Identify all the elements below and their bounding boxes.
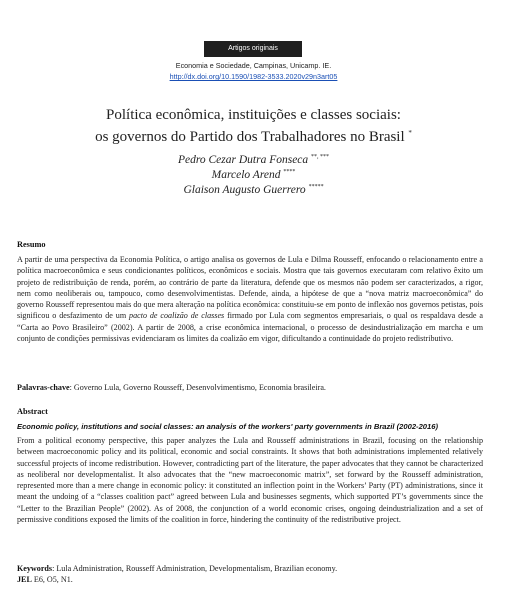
- article-type-badge: Artigos originais: [204, 41, 302, 57]
- author-1-name: Pedro Cezar Dutra Fonseca: [177, 153, 309, 166]
- author-2-name: Marcelo Arend: [211, 168, 281, 181]
- title-line-2: [0, 124, 507, 146]
- author-1-marker[interactable]: **, ***: [311, 154, 330, 160]
- keywords-values: : Lula Administration, Rousseff Administration, Developmentalism, Brazilian economy.: [52, 564, 338, 573]
- jel-codes: [17, 574, 483, 585]
- palavras-chave-values: : Governo Lula, Governo Rousseff, Desenvolvimentismo, Economia brasileira.: [69, 383, 326, 392]
- article-title: [0, 106, 507, 146]
- resumo-paragraph: [17, 254, 483, 344]
- resumo-italic-phrase: pacto de coalizão de classes: [129, 311, 225, 321]
- palavras-chave: [17, 382, 483, 393]
- jel-label: JEL: [17, 575, 32, 584]
- jel-values: E6, O5, N1.: [31, 575, 73, 584]
- author-3-name: Glaison Augusto Guerrero: [183, 183, 306, 196]
- palavras-chave-label: Palavras-chave: [17, 383, 70, 392]
- resumo-text-end: firmado por Lula com segmentos empresariais, o qual os respaldava desde a “Carta ao Povo Brasileiro” (2002). A partir de 2008, a crise econômica internacional, o processo de desindustrialização em marcha e um conjunto de condições permissivas evidenciaram os limites da coalizão em vigor, dificultando a continuidade do projeto redistributivo.: [17, 311, 483, 344]
- author-3: [0, 180, 507, 197]
- resumo-heading: Resumo: [17, 240, 46, 249]
- doi-link[interactable]: http://dx.doi.org/10.1590/1982-3533.2020v29n3art05: [169, 72, 338, 81]
- abstract-paragraph: From a political economy perspective, this paper analyzes the Lula and Rousseff administrations in Brazil, focusing on the relationship between macroeconomic policy and its political, economic and social constraints. It shows that both administrations implemented relatively successful projects of income redistribution. However, contradicting part of the literature, the paper advocates that they cannot be characterized as neoliberal nor developmentalist. It also advocates that the “new macroeconomic matrix”, set forward by the Rousseff administration, represented more than a mere change in economic policy: it constituted an inflection point in the Workers’ Party (PT) administrations, since it meant the undoing of a “classes coalition pact” agreed between Lula and businesses segments, which supported PT’s governments since the “Letter to the Brazilian People” (2002). As of 2008, the conjunction of a world economic crises, ongoing deindustrialization and a set of permissive conditions exposed the limits of the coalition in force, hindering the continuity of the redistributive project.: [17, 436, 483, 525]
- title-footnote-marker[interactable]: *: [408, 129, 412, 137]
- keywords: [17, 563, 483, 574]
- title-line-1: Política econômica, instituições e classes sociais:: [106, 107, 401, 123]
- resumo-text-start: A partir de uma perspectiva da Economia Política, o artigo analisa os governos de Lula e Dilma Rousseff, enfocando o relacionamento entre a política macroeconômica e seus condicionantes políticos, econômicos e sociais. Mostra que tais governos executaram com relativo êxito um projeto de redistribuição de renda, porém, ao contrário de parte da literatura, defende que os mesmos não podem ser caracterizados, a rigor, nem como neoliberais ou, tampouco, como desenvolvimentistas. Defende, ainda, a hipótese de que a “nova matriz macroeconômica” do governo Rousseff representou mais do que mera alteração na política econômica: constituiu-se em ponto de inflexão nos governos petistas, pois significou o desfazimento de um: [17, 255, 483, 321]
- keywords-label: Keywords: [17, 564, 53, 573]
- abstract-heading: Abstract: [17, 407, 48, 416]
- author-2-marker[interactable]: ****: [283, 169, 296, 175]
- journal-citation: Economia e Sociedade, Campinas, Unicamp. IE.: [175, 61, 332, 70]
- abstract-title: Economic policy, institutions and social classes: an analysis of the workers' party governments in Brazil (2002-2016): [17, 422, 439, 431]
- title-line-2-text: os governos do Partido dos Trabalhadores no Brasil: [95, 129, 405, 145]
- author-3-marker[interactable]: *****: [308, 184, 324, 190]
